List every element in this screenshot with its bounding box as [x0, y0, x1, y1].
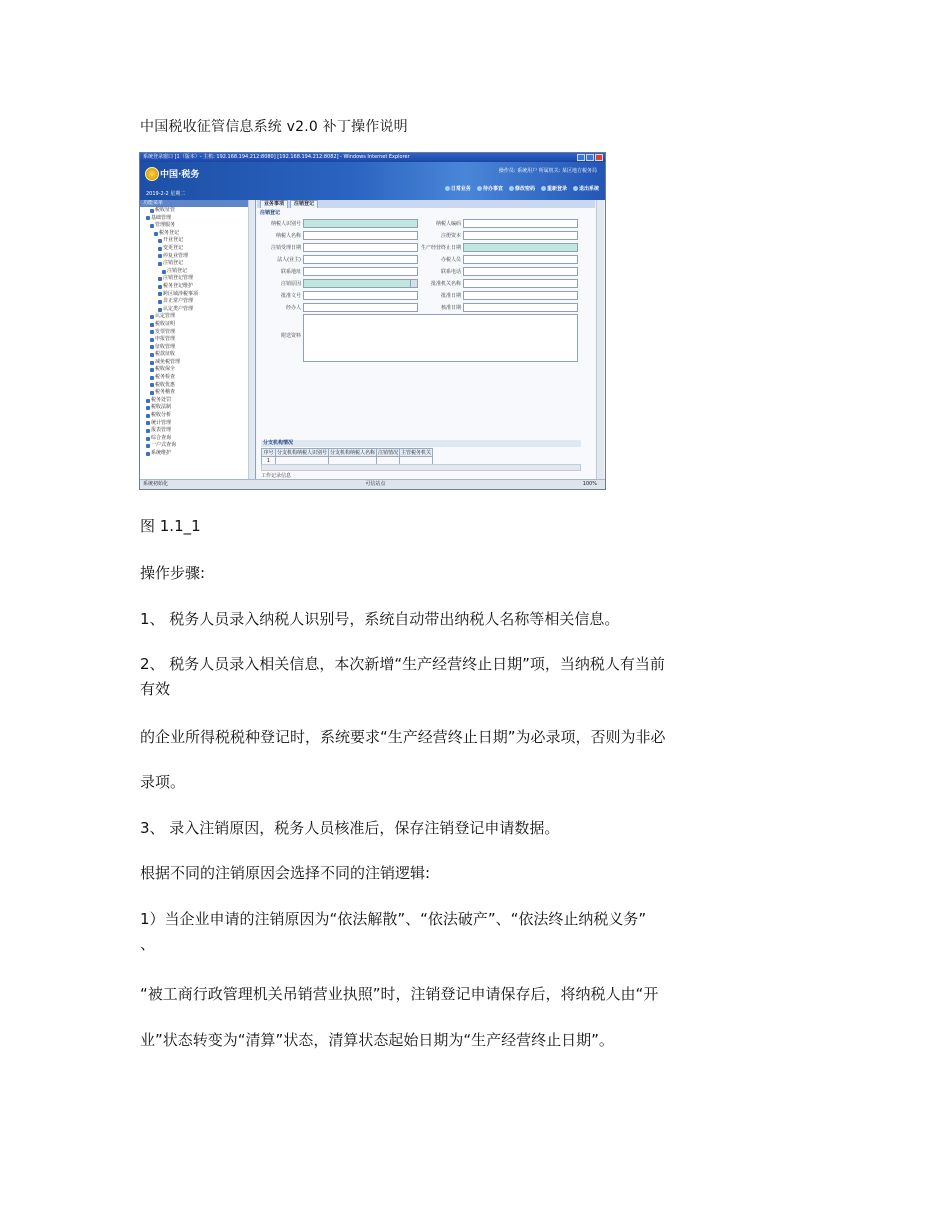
select-field[interactable]	[303, 279, 418, 288]
step-2-line-1: 2、 税务人员录入相关信息，本次新增“生产经营终止日期”项，当纳税人有当前	[140, 655, 665, 673]
nav-exit[interactable]	[573, 185, 599, 192]
tree-item[interactable]	[140, 321, 255, 329]
grid-header-row	[262, 449, 433, 457]
header-user-info: 操作员: 系统用户 所属机关: 某区地方税务局	[498, 168, 597, 174]
tree-item-label: 税款征收	[155, 351, 176, 358]
nav-label: 退出系统	[578, 186, 599, 192]
folder-icon	[158, 239, 162, 243]
text-field[interactable]	[463, 255, 578, 264]
tree-item[interactable]	[140, 389, 255, 397]
logic-1-line-1: 1）当企业申请的注销原因为“依法解散”、“依法破产”、“依法终止纳税义务”	[140, 910, 647, 928]
folder-icon	[158, 292, 162, 296]
tree-item-label: 税务处罚	[151, 396, 172, 403]
folder-icon	[150, 323, 154, 327]
tree-item-label: 认定类户管理	[163, 305, 194, 312]
tree-item[interactable]	[140, 291, 255, 299]
todo-icon	[477, 186, 482, 191]
nav-daily-business[interactable]	[445, 185, 471, 192]
tree-item-label: 报表管理	[151, 427, 172, 434]
key-icon	[509, 186, 514, 191]
folder-icon	[146, 421, 150, 425]
field-label: 批准日期	[440, 292, 461, 299]
status-trusted-site: 可信站点	[365, 481, 386, 487]
folder-icon	[150, 209, 154, 213]
folder-icon	[158, 262, 162, 266]
window-controls	[577, 154, 603, 161]
form-field	[261, 218, 421, 228]
user-icon	[541, 186, 546, 191]
form-field	[421, 218, 581, 228]
nav-change-password[interactable]	[509, 185, 535, 192]
text-field[interactable]	[463, 279, 578, 288]
header-date: 2019-2-2 星期二	[146, 191, 186, 197]
folder-icon	[150, 224, 154, 228]
field-label: 注册资本	[440, 232, 461, 239]
form-row	[261, 230, 581, 240]
tree-item-label: 综合查询	[151, 434, 172, 441]
application-screenshot	[139, 152, 606, 490]
tree-item-label: 注销登记管理	[163, 275, 194, 282]
form-field	[261, 242, 421, 252]
form-field	[421, 254, 581, 264]
section-title: 注销登记	[260, 210, 281, 216]
tree-item-label: 统计管理	[151, 419, 172, 426]
folder-icon	[158, 277, 162, 281]
field-label: 核准日期	[440, 304, 461, 311]
text-field[interactable]	[463, 303, 578, 312]
field-label: 办税人员	[440, 256, 461, 263]
tree-item[interactable]	[140, 329, 255, 337]
tree-item[interactable]	[140, 230, 255, 238]
step-1: 1、 税务人员录入纳税人识别号，系统自动带出纳税人名称等相关信息。	[140, 610, 620, 628]
text-field[interactable]	[463, 243, 578, 252]
figure-caption: 图 1.1_1	[140, 517, 201, 535]
nav-label: 日常业务	[450, 186, 471, 192]
tree-item[interactable]	[140, 298, 255, 306]
form-field	[421, 242, 581, 252]
step-2-line-2: 有效	[140, 680, 171, 698]
tree-item[interactable]	[140, 245, 255, 253]
nav-label: 重新登录	[546, 186, 567, 192]
tree-item-label: 税收优惠	[155, 381, 176, 388]
window-titlebar	[140, 153, 605, 162]
text-field[interactable]	[303, 243, 418, 252]
tree-scrollbar[interactable]	[248, 200, 255, 480]
app-header	[140, 162, 605, 200]
step-2-line-3: 的企业所得税税种登记时，系统要求“生产经营终止日期”为必录项，否则为非必	[140, 728, 666, 746]
grid-header: 注销情况	[378, 450, 399, 456]
main-content	[257, 200, 595, 480]
steps-heading: 操作步骤:	[140, 564, 206, 582]
menu-tree	[140, 200, 256, 480]
form-field	[261, 254, 421, 264]
maximize-icon[interactable]	[586, 154, 594, 161]
field-label: 生产经营终止日期	[421, 244, 462, 251]
tree-item-label: 开业登记	[163, 237, 184, 244]
folder-icon	[150, 361, 154, 365]
field-label: 纳税人名称	[275, 232, 301, 239]
folder-icon	[146, 429, 150, 433]
tree-item[interactable]	[140, 366, 255, 374]
horizontal-scrollbar[interactable]	[261, 464, 581, 471]
tree-item-label: 跨区域涉税事项	[163, 290, 199, 297]
field-label: 联系地址	[280, 268, 301, 275]
folder-icon	[150, 315, 154, 319]
tree-item-label: 认定管理	[155, 313, 176, 320]
deregistration-form	[261, 218, 581, 362]
logic-1-line-4: 业”状态转变为“清算”状态，清算状态起始日期为“生产经营终止日期”。	[140, 1031, 614, 1049]
folder-icon	[158, 308, 162, 312]
folder-icon	[150, 376, 154, 380]
menu-tree-header: 功能菜单	[140, 200, 255, 207]
tax-emblem-icon	[145, 167, 159, 181]
form-field	[261, 278, 421, 288]
form-field	[421, 266, 581, 276]
form-field	[421, 230, 581, 240]
form-row	[261, 218, 581, 228]
logic-intro: 根据不同的注销原因会选择不同的注销逻辑:	[140, 864, 431, 882]
attachment-label: 附送资料	[280, 333, 301, 339]
form-row	[261, 278, 581, 288]
tree-item[interactable]	[140, 275, 255, 283]
form-field	[261, 290, 421, 300]
attachment-textarea[interactable]	[303, 314, 578, 362]
app-logo-text: 中国·税务	[160, 170, 200, 180]
text-field[interactable]	[463, 267, 578, 276]
field-label: 注销原因	[280, 280, 301, 287]
header-nav	[445, 185, 599, 192]
tree-item-label: 管理服务	[155, 222, 176, 229]
field-label: 批准文号	[280, 292, 301, 299]
branch-grid-title: 分支机构情况	[261, 440, 581, 447]
tree-item-label: 一户式查询	[151, 442, 177, 449]
tree-item-label: 停复业管理	[163, 252, 189, 259]
tree-item-label: 减免税管理	[155, 358, 181, 365]
tree-item-label: 申报管理	[155, 336, 176, 343]
form-field	[261, 302, 421, 312]
folder-icon	[158, 285, 162, 289]
exit-icon	[573, 186, 578, 191]
branch-grid	[261, 448, 433, 465]
tree-item-label: 税收保全	[155, 366, 176, 373]
folder-icon	[146, 414, 150, 418]
tree-item[interactable]	[140, 351, 255, 359]
document-title: 中国税收征管信息系统 v2.0 补丁操作说明	[140, 119, 408, 135]
tree-item[interactable]	[140, 207, 255, 215]
text-field[interactable]	[463, 219, 578, 228]
field-label: 纳税人识别号	[270, 220, 301, 227]
text-field[interactable]	[303, 231, 418, 240]
folder-icon	[150, 345, 154, 349]
form-row	[261, 302, 581, 312]
nav-label: 待办事宜	[482, 186, 503, 192]
menu-tree-list	[140, 207, 255, 458]
step-2-line-4: 录项。	[140, 773, 186, 791]
nav-pending[interactable]	[477, 185, 503, 192]
folder-icon	[150, 353, 154, 357]
folder-icon	[154, 232, 158, 236]
text-field[interactable]	[463, 291, 578, 300]
minimize-icon[interactable]	[577, 154, 585, 161]
tree-item-label: 非正常户管理	[163, 298, 194, 305]
folder-icon	[158, 247, 162, 251]
tree-item-label: 税务登记	[159, 229, 180, 236]
folder-icon	[150, 338, 154, 342]
step-3: 3、 录入注销原因，税务人员核准后，保存注销登记申请数据。	[140, 819, 560, 837]
tree-item[interactable]	[140, 442, 255, 450]
tree-item[interactable]	[140, 222, 255, 230]
tree-item[interactable]	[140, 412, 255, 420]
tree-item-label: 系统维护	[151, 450, 172, 456]
text-field[interactable]	[463, 231, 578, 240]
work-record-label: 工作记录信息	[261, 473, 292, 479]
tab-deregistration[interactable]: 注销登记	[290, 200, 318, 208]
tree-item-label: 税收征管	[155, 207, 176, 213]
tree-item[interactable]	[140, 283, 255, 291]
folder-icon	[150, 368, 154, 372]
tree-item[interactable]	[140, 268, 255, 276]
tree-item-label: 征收管理	[155, 343, 176, 350]
tree-item-label: 注销登记	[163, 260, 184, 267]
form-field	[421, 302, 581, 312]
tree-item-label: 变更登记	[163, 244, 184, 251]
field-label: 法人(业主)	[277, 256, 301, 263]
tree-item-label: 税收法制	[151, 404, 172, 411]
tab-bar	[257, 200, 595, 208]
folder-icon	[158, 254, 162, 258]
field-label: 注销受理日期	[270, 244, 301, 251]
form-field	[261, 266, 421, 276]
tree-item-label: 基础管理	[151, 214, 172, 221]
logic-1-line-3: “被工商行政管理机关吊销营业执照”时，注销登记申请保存后，将纳税人由“开	[140, 985, 659, 1003]
grid-header: 分支机构纳税人识别号	[277, 450, 328, 456]
tree-item[interactable]	[140, 336, 255, 344]
tab-business-items[interactable]: 业务事项	[260, 200, 288, 208]
tree-item[interactable]	[140, 237, 255, 245]
grid-header: 分支机构纳税人名称	[330, 450, 376, 456]
form-row	[261, 266, 581, 276]
tree-item[interactable]	[140, 404, 255, 412]
tree-item-label: 税务稽查	[155, 389, 176, 396]
form-field	[421, 278, 581, 288]
text-field[interactable]	[303, 267, 418, 276]
grid-cell: 1	[262, 457, 276, 465]
tree-item[interactable]	[140, 427, 255, 435]
tree-item-label: 税收证明	[155, 320, 176, 327]
form-row	[261, 254, 581, 264]
folder-icon	[146, 406, 150, 410]
field-label: 联系电话	[440, 268, 461, 275]
text-field[interactable]	[303, 219, 418, 228]
close-icon[interactable]	[595, 154, 603, 161]
home-icon	[445, 186, 450, 191]
folder-icon	[150, 391, 154, 395]
field-label: 批准机关名称	[430, 280, 461, 287]
tree-item[interactable]	[140, 260, 255, 268]
folder-icon	[162, 270, 166, 274]
grid-header: 序号	[263, 450, 274, 456]
browser-status-bar	[140, 479, 605, 489]
tree-item[interactable]	[140, 253, 255, 261]
text-field[interactable]	[303, 291, 418, 300]
nav-label: 修改密码	[514, 186, 535, 192]
tree-item-label: 发票管理	[155, 328, 176, 335]
folder-icon	[146, 399, 150, 403]
content-scrollbar[interactable]	[596, 200, 604, 480]
folder-icon	[146, 216, 150, 220]
form-field	[421, 290, 581, 300]
attachment-row	[261, 314, 581, 362]
folder-icon	[158, 300, 162, 304]
grid-header: 主管税务机关	[401, 450, 432, 456]
tree-item-label: 注销登记	[167, 267, 188, 274]
tree-item[interactable]	[140, 374, 255, 382]
form-row	[261, 242, 581, 252]
tree-item-label: 税收分析	[151, 412, 172, 419]
logic-1-line-2: 、	[140, 935, 156, 953]
text-field[interactable]	[303, 255, 418, 264]
status-zoom[interactable]: 100%	[582, 481, 597, 487]
field-label: 纳税人编码	[435, 220, 461, 227]
folder-icon	[146, 452, 150, 456]
folder-icon	[146, 437, 150, 441]
field-label: 经办人	[285, 304, 301, 311]
tree-item-label: 税务检查	[155, 374, 176, 381]
app-body	[140, 200, 605, 480]
text-field[interactable]	[303, 303, 418, 312]
folder-icon	[150, 383, 154, 387]
folder-icon	[146, 444, 150, 448]
form-row	[261, 290, 581, 300]
form-field	[261, 230, 421, 240]
status-left: 系统初始化	[143, 481, 169, 487]
window-title: 系统登录窗口 [1（版本）- 主机: 192.168.194.212:8080] [192.168.194.212:8082] - Windows Internet Explorer	[143, 154, 410, 160]
tree-item[interactable]	[140, 313, 255, 321]
folder-icon	[150, 330, 154, 334]
form-rows	[261, 218, 581, 312]
tree-item-label: 税务登记维护	[163, 282, 194, 289]
nav-relogin[interactable]	[541, 185, 567, 192]
tree-item[interactable]	[140, 450, 255, 458]
